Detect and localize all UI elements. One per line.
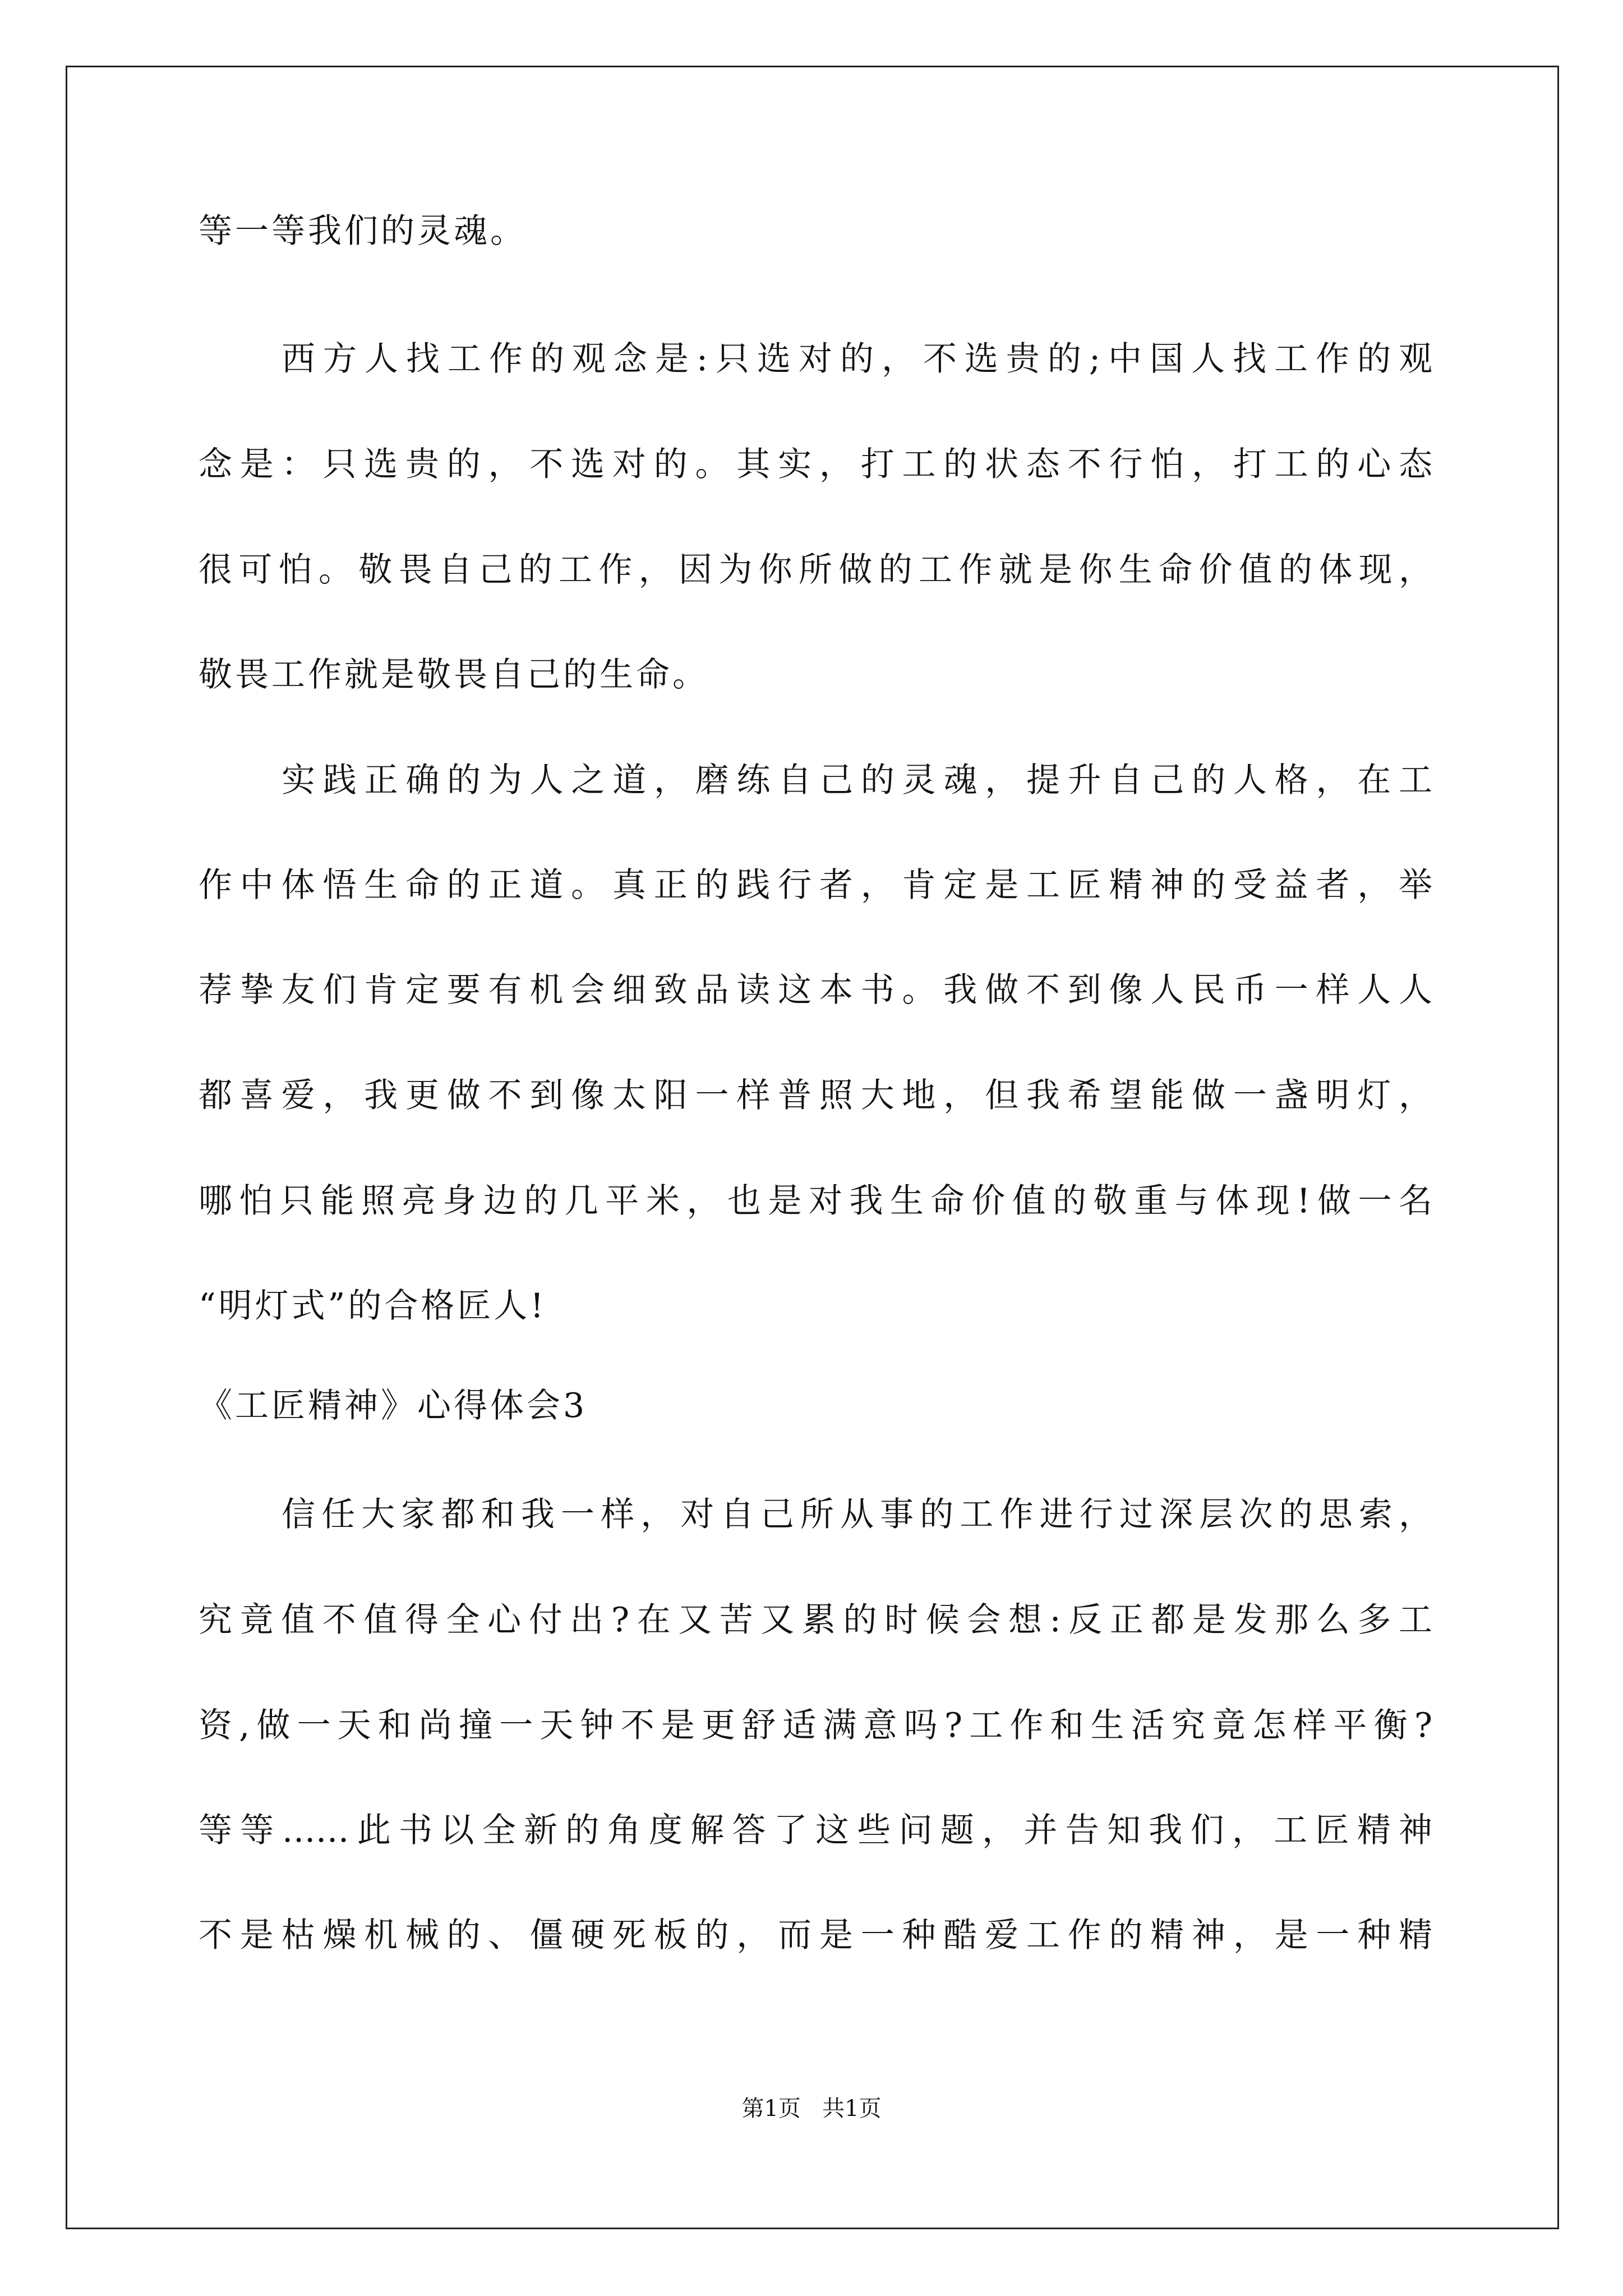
paragraph-line: 西方人找工作的观念是:只选对的，不选贵的;中国人找工作的观 xyxy=(282,339,1432,379)
paragraph-line: 究竟值不值得全心付出?在又苦又累的时候会想:反正都是发那么多工 xyxy=(199,1600,1432,1640)
paragraph-line: 念是：只选贵的，不选对的。其实，打工的状态不行怕，打工的心态 xyxy=(199,445,1432,484)
paragraph-line: 荐挚友们肯定要有机会细致品读这本书。我做不到像人民币一样人人 xyxy=(199,970,1432,1010)
paragraph-line: 很可怕。敬畏自己的工作，因为你所做的工作就是你生命价值的体现， xyxy=(199,550,1432,590)
paragraph-line: 等一等我们的灵魂。 xyxy=(199,211,527,251)
paragraph-line: 不是枯燥机械的、僵硬死板的，而是一种酷爱工作的精神，是一种精 xyxy=(199,1916,1432,1955)
paragraph-line: 哪怕只能照亮身边的几平米，也是对我生命价值的敬重与体现!做一名 xyxy=(199,1181,1433,1221)
paragraph-line: “明灯式”的合格匠人! xyxy=(199,1286,547,1326)
paragraph-line: 等等……此书以全新的角度解答了这些问题，并告知我们，工匠精神 xyxy=(199,1811,1432,1850)
page-number-footer: 第1页 共1页 xyxy=(741,2096,882,2122)
paragraph-line: 敬畏工作就是敬畏自己的生命。 xyxy=(199,655,709,694)
paragraph-line: 都喜爱，我更做不到像太阳一样普照大地，但我希望能做一盏明灯， xyxy=(199,1076,1432,1115)
section-heading: 《工匠精神》心得体会3 xyxy=(199,1386,588,1425)
paragraph-line: 实践正确的为人之道，磨练自己的灵魂，提升自己的人格，在工 xyxy=(282,761,1432,800)
paragraph-line: 信任大家都和我一样，对自己所从事的工作进行过深层次的思索， xyxy=(282,1495,1432,1534)
page-border xyxy=(66,66,1559,2229)
paragraph-line: 资,做一天和尚撞一天钟不是更舒适满意吗?工作和生活究竟怎样平衡? xyxy=(199,1706,1432,1745)
paragraph-line: 作中体悟生命的正道。真正的践行者，肯定是工匠精神的受益者，举 xyxy=(199,866,1432,905)
